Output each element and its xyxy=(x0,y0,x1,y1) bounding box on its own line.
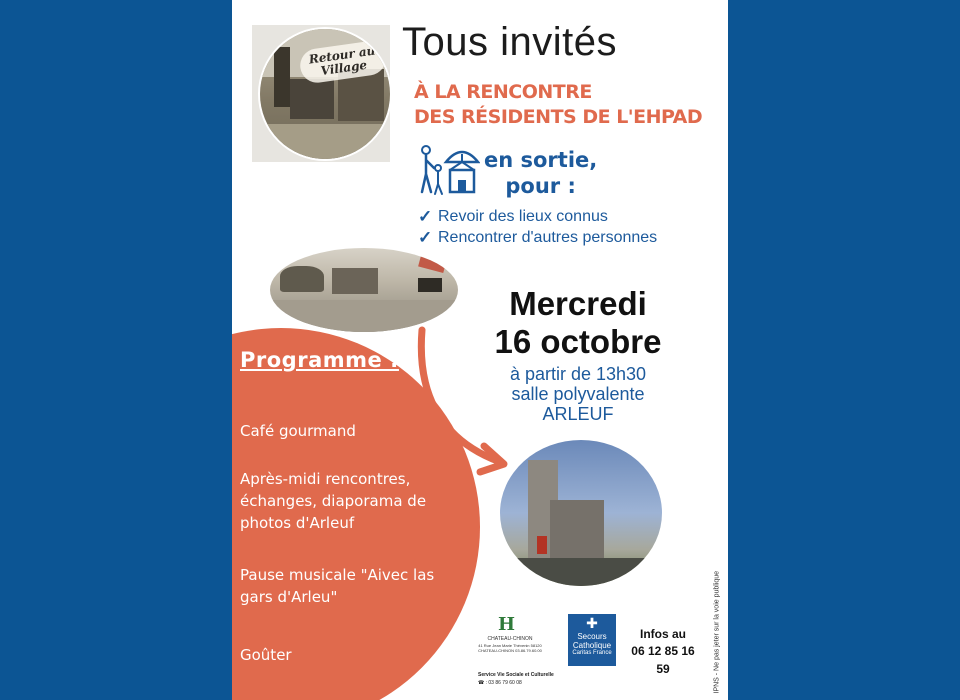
logo-house xyxy=(290,79,334,119)
outing-line: pour : xyxy=(505,174,576,198)
event-date: 16 octobre xyxy=(494,323,662,360)
subtitle-line: DES RÉSIDENTS DE L'EHPAD xyxy=(414,106,703,128)
photo-stamp xyxy=(418,249,448,273)
church-ground xyxy=(500,558,662,586)
chateau-address: 41 Rue Jean Marie Thévenin 58120 CHATEAU-CHINON 03.86.79.60.00 xyxy=(478,643,542,653)
logo-text: Retour au Village xyxy=(298,39,388,85)
legal-note xyxy=(710,571,724,697)
chateau-h-icon: H xyxy=(498,614,516,635)
outing-people-icon xyxy=(418,144,480,200)
event-time: à partir de 13h30 xyxy=(509,364,647,384)
infos-contact xyxy=(624,626,702,678)
secours-line: Caritas France xyxy=(572,650,612,656)
programme-item: Pause musicale "Aivec las gars d'Arleu" xyxy=(240,566,435,606)
infos-phone: 06 12 85 16 59 xyxy=(631,644,695,676)
photo-trees xyxy=(280,266,324,292)
infos-label: Infos au xyxy=(639,627,686,641)
cross-icon: ✚ xyxy=(586,615,598,631)
church-door xyxy=(537,536,547,554)
service-name: Service Vie Sociale et Culturelle xyxy=(478,672,554,678)
date-block xyxy=(468,285,688,424)
service-phone: ☎ : 03 86 79 60 08 xyxy=(478,680,522,686)
check-label: Rencontrer d'autres personnes xyxy=(438,228,658,246)
event-day: Mercredi xyxy=(509,285,647,322)
event-town: ARLEUF xyxy=(542,404,614,424)
secours-line: Secours xyxy=(577,632,607,641)
chateau-name: CHATEAU-CHINON xyxy=(487,636,533,642)
secours-line: Catholique xyxy=(572,641,612,650)
check-item xyxy=(418,206,657,227)
programme-title: Programme : xyxy=(240,348,399,372)
programme-item: Café gourmand xyxy=(240,422,356,440)
programme-item: Après-midi rencontres, échanges, diaporama de photos d'Arleuf xyxy=(240,470,427,532)
church-photo xyxy=(500,440,662,586)
retour-au-village-logo xyxy=(260,29,390,159)
outing-text xyxy=(484,147,597,199)
chateau-chinon-logo xyxy=(476,614,542,666)
photo-station xyxy=(332,268,378,294)
subtitle-line: À LA RENCONTRE xyxy=(414,81,592,103)
checkmark-icon: ✓ xyxy=(418,206,433,226)
poster-subtitle xyxy=(414,80,702,130)
church-nave xyxy=(550,500,604,564)
event-place: salle polyvalente xyxy=(511,384,645,404)
programme-item: Goûter xyxy=(240,646,292,664)
logo-street xyxy=(260,124,390,159)
photo-locomotive xyxy=(418,278,442,292)
invitation-poster xyxy=(232,0,728,700)
checklist xyxy=(418,206,657,248)
legal-text: IPNS - Ne pas jeter sur la voie publique xyxy=(713,570,721,694)
check-item xyxy=(418,227,657,248)
checkmark-icon: ✓ xyxy=(418,227,433,247)
logo-church-tower xyxy=(274,47,290,107)
check-label: Revoir des lieux connus xyxy=(438,207,608,225)
poster-title: Tous invités xyxy=(402,20,617,64)
outing-line: en sortie, xyxy=(484,148,598,172)
secours-catholique-logo xyxy=(568,614,616,666)
